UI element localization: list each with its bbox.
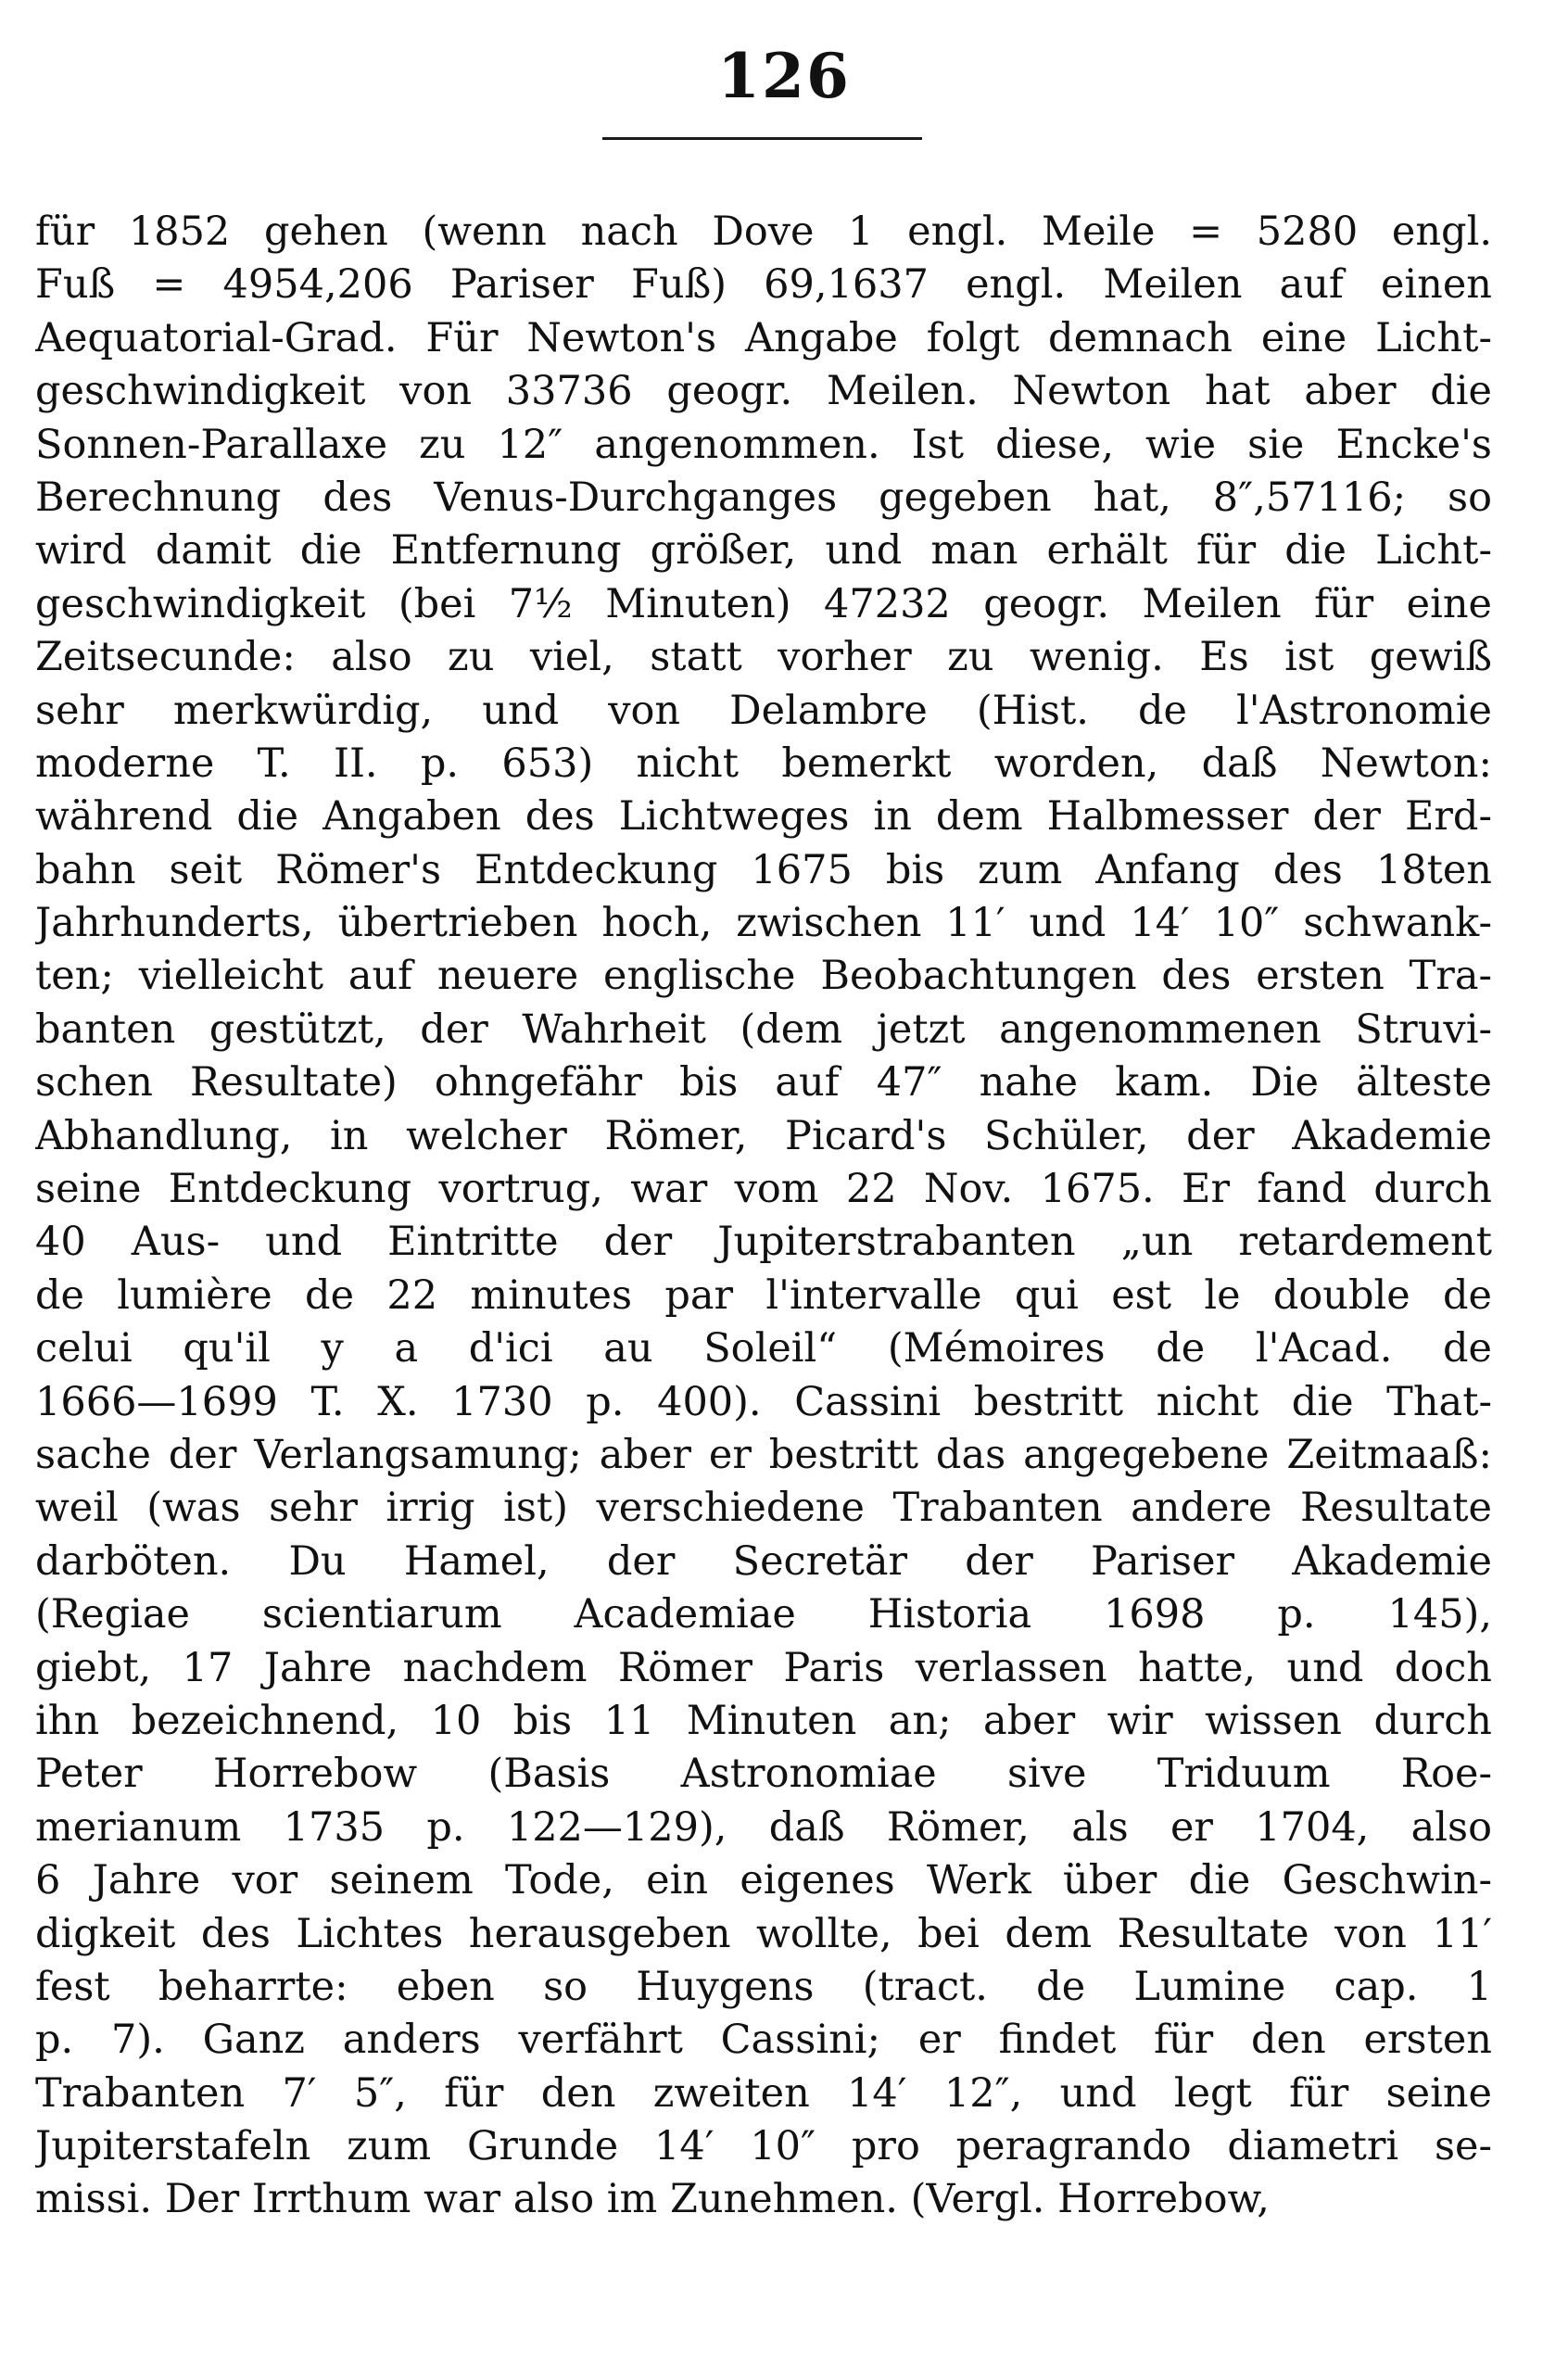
text-line: missi. Der Irrthum war also im Zunehmen. (Vergl. Horrebow, — [35, 2176, 1270, 2223]
text-line: geschwindigkeit (bei 7½ Minuten) 47232 geogr. Meilen für eine — [35, 580, 1492, 627]
text-line: bahn seit Römer's Entdeckung 1675 bis zum Anfang des 18ten — [35, 846, 1492, 893]
text-line: Jahrhunderts, übertrieben hoch, zwischen 11′ und 14′ 10″ schwank- — [35, 900, 1492, 947]
text-line: während die Angaben des Lichtweges in dem Halbmesser der Erd- — [35, 793, 1492, 841]
header-rule — [602, 137, 922, 140]
body-text — [35, 206, 1492, 2227]
page-number: 126 — [717, 40, 851, 112]
text-line: Trabanten 7′ 5″, für den zweiten 14′ 12″, und legt für seine — [35, 2069, 1492, 2117]
text-line: Aequatorial-Grad. Für Newton's Angabe folgt demnach eine Licht- — [35, 314, 1492, 361]
text-line: seine Entdeckung vortrug, war vom 22 Nov. 1675. Er fand durch — [35, 1166, 1492, 1213]
text-line: de lumière de 22 minutes par l'intervalle qui est le double de — [35, 1271, 1492, 1319]
text-line: Jupiterstafeln zum Grunde 14′ 10″ pro peragrando diametri se- — [35, 2123, 1492, 2170]
text-line: Sonnen-Parallaxe zu 12″ angenommen. Ist diese, wie sie Encke's — [35, 421, 1492, 468]
text-line: Berechnung des Venus-Durchganges gegeben hat, 8″,57116; so — [35, 474, 1492, 521]
text-line: wird damit die Entfernung größer, und man erhält für die Licht- — [35, 527, 1492, 575]
text-line: giebt, 17 Jahre nachdem Römer Paris verlassen hatte, und doch — [35, 1644, 1492, 1691]
text-line: (Regiae scientiarum Academiae Historia 1698 p. 145), — [35, 1591, 1492, 1638]
text-line: 1666—1699 T. X. 1730 p. 400). Cassini bestritt nicht die That- — [35, 1378, 1492, 1425]
text-line: für 1852 gehen (wenn nach Dove 1 engl. Meile = 5280 engl. — [35, 209, 1492, 255]
text-line: Peter Horrebow (Basis Astronomiae sive Triduum Roe- — [35, 1751, 1492, 1798]
text-line: digkeit des Lichtes herausgeben wollte, bei dem Resultate von 11′ — [35, 1910, 1492, 1957]
text-line: celui qu'il y a d'ici au Soleil“ (Mémoires de l'Acad. de — [35, 1325, 1492, 1372]
text-line: darböten. Du Hamel, der Secretär der Pariser Akademie — [35, 1537, 1492, 1585]
text-line: geschwindigkeit von 33736 geogr. Meilen. Newton hat aber die — [35, 368, 1492, 415]
text-line: weil (was sehr irrig ist) verschiedene Trabanten andere Resultate — [35, 1485, 1492, 1532]
text-line: ihn bezeichnend, 10 bis 11 Minuten an; aber wir wissen durch — [35, 1697, 1492, 1744]
text-line: 6 Jahre vor seinem Tode, ein eigenes Werk über die Geschwin- — [35, 1857, 1492, 1904]
text-line: Zeitsecunde: also zu viel, statt vorher zu wenig. Es ist gewiß — [35, 634, 1492, 681]
text-line: Abhandlung, in welcher Römer, Picard's Schüler, der Akademie — [35, 1112, 1492, 1159]
text-line: moderne T. II. p. 653) nicht bemerkt worden, daß Newton: — [35, 740, 1492, 787]
text-line: 40 Aus- und Eintritte der Jupiterstrabanten „un retardement — [35, 1219, 1492, 1266]
text-line: sehr merkwürdig, und von Delambre (Hist. de l'Astronomie — [35, 687, 1492, 734]
text-line: banten gestützt, der Wahrheit (dem jetzt angenommenen Struvi- — [35, 1005, 1492, 1053]
text-line: ten; vielleicht auf neuere englische Beobachtungen des ersten Tra- — [35, 953, 1492, 1000]
text-line: fest beharrte: eben so Huygens (tract. de Lumine cap. 1 — [35, 1963, 1492, 2010]
text-line: p. 7). Ganz anders verfährt Cassini; er findet für den ersten — [35, 2017, 1492, 2064]
text-line: sache der Verlangsamung; aber er bestritt das angegebene Zeitmaaß: — [35, 1431, 1492, 1478]
text-line: Fuß = 4954,206 Pariser Fuß) 69,1637 engl. Meilen auf einen — [35, 261, 1492, 309]
text-line: schen Resultate) ohngefähr bis auf 47″ nahe kam. Die älteste — [35, 1059, 1492, 1107]
text-line: merianum 1735 p. 122—129), daß Römer, als er 1704, also — [35, 1803, 1492, 1851]
